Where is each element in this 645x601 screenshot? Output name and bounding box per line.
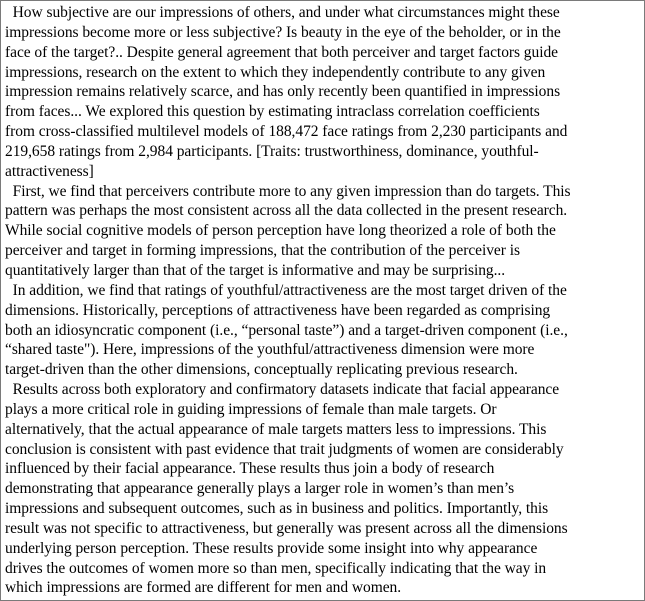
- text-line: influenced by their facial appearance. These results thus join a body of research: [5, 460, 495, 478]
- text-line: alternatively, that the actual appearance of male targets matters less to impressions. This: [5, 420, 547, 438]
- text-line: impressions become more or less subjective? Is beauty in the eye of the beholder, or in the: [5, 23, 561, 41]
- text-line: from cross-classified multilevel models of 188,472 face ratings from 2,230 participants and: [5, 123, 568, 141]
- text-line: impression remains relatively scarce, and has only recently been quantified in impressions: [5, 83, 561, 101]
- text-line: which impressions are formed are different for men and women.: [5, 579, 402, 597]
- text-line: quantitatively larger than that of the target is informative and may be surprising...: [5, 261, 506, 279]
- text-line: In addition, we find that ratings of youthful/attractiveness are the most target driven of the: [5, 281, 567, 299]
- text-line: drives the outcomes of women more so than men, specifically indicating that the way in: [5, 559, 547, 577]
- text-body: [5, 3, 641, 598]
- text-line: While social cognitive models of person perception have long theorized a role of both the: [5, 222, 556, 240]
- text-line: demonstrating that appearance generally plays a larger role in women’s than men’s: [5, 480, 515, 498]
- text-line: First, we find that perceivers contribute more to any given impression than do targets. This: [5, 182, 571, 200]
- text-line: perceiver and target in forming impressions, that the contribution of the perceiver is: [5, 242, 520, 260]
- text-line: impressions, research on the extent to which they independently contribute to any given: [5, 63, 546, 81]
- text-line: from faces... We explored this question by estimating intraclass correlation coefficients: [5, 103, 540, 121]
- text-line: plays a more critical role in guiding impressions of female than male targets. Or: [5, 400, 497, 418]
- text-line: both an idiosyncratic component (i.e., “personal taste”) and a target-driven component (i.e.,: [5, 321, 568, 339]
- text-line: dimensions. Historically, perceptions of attractiveness have been regarded as comprising: [5, 301, 551, 319]
- text-line: face of the target?.. Despite general agreement that both perceiver and target factors guide: [5, 43, 558, 61]
- text-line: How subjective are our impressions of others, and under what circumstances might these: [5, 4, 560, 21]
- text-line: Results across both exploratory and confirmatory datasets indicate that facial appearance: [5, 381, 560, 399]
- text-line: “shared taste"). Here, impressions of the youthful/attractiveness dimension were more: [5, 341, 535, 359]
- text-line: pattern was perhaps the most consistent across all the data collected in the present research.: [5, 202, 568, 220]
- text-line: impressions and subsequent outcomes, such as in business and politics. Importantly, this: [5, 500, 549, 518]
- text-line: attractiveness]: [5, 162, 94, 180]
- text-line: underlying person perception. These results provide some insight into why appearance: [5, 539, 538, 557]
- text-line: target-driven than the other dimensions, conceptually replicating previous research.: [5, 361, 518, 379]
- text-line: conclusion is consistent with past evidence that trait judgments of women are considerably: [5, 440, 564, 458]
- text-line: result was not specific to attractiveness, but generally was present across all the dimensions: [5, 519, 568, 537]
- text-line: 219,658 ratings from 2,984 participants. [Traits: trustworthiness, dominance, youthful-: [5, 142, 539, 160]
